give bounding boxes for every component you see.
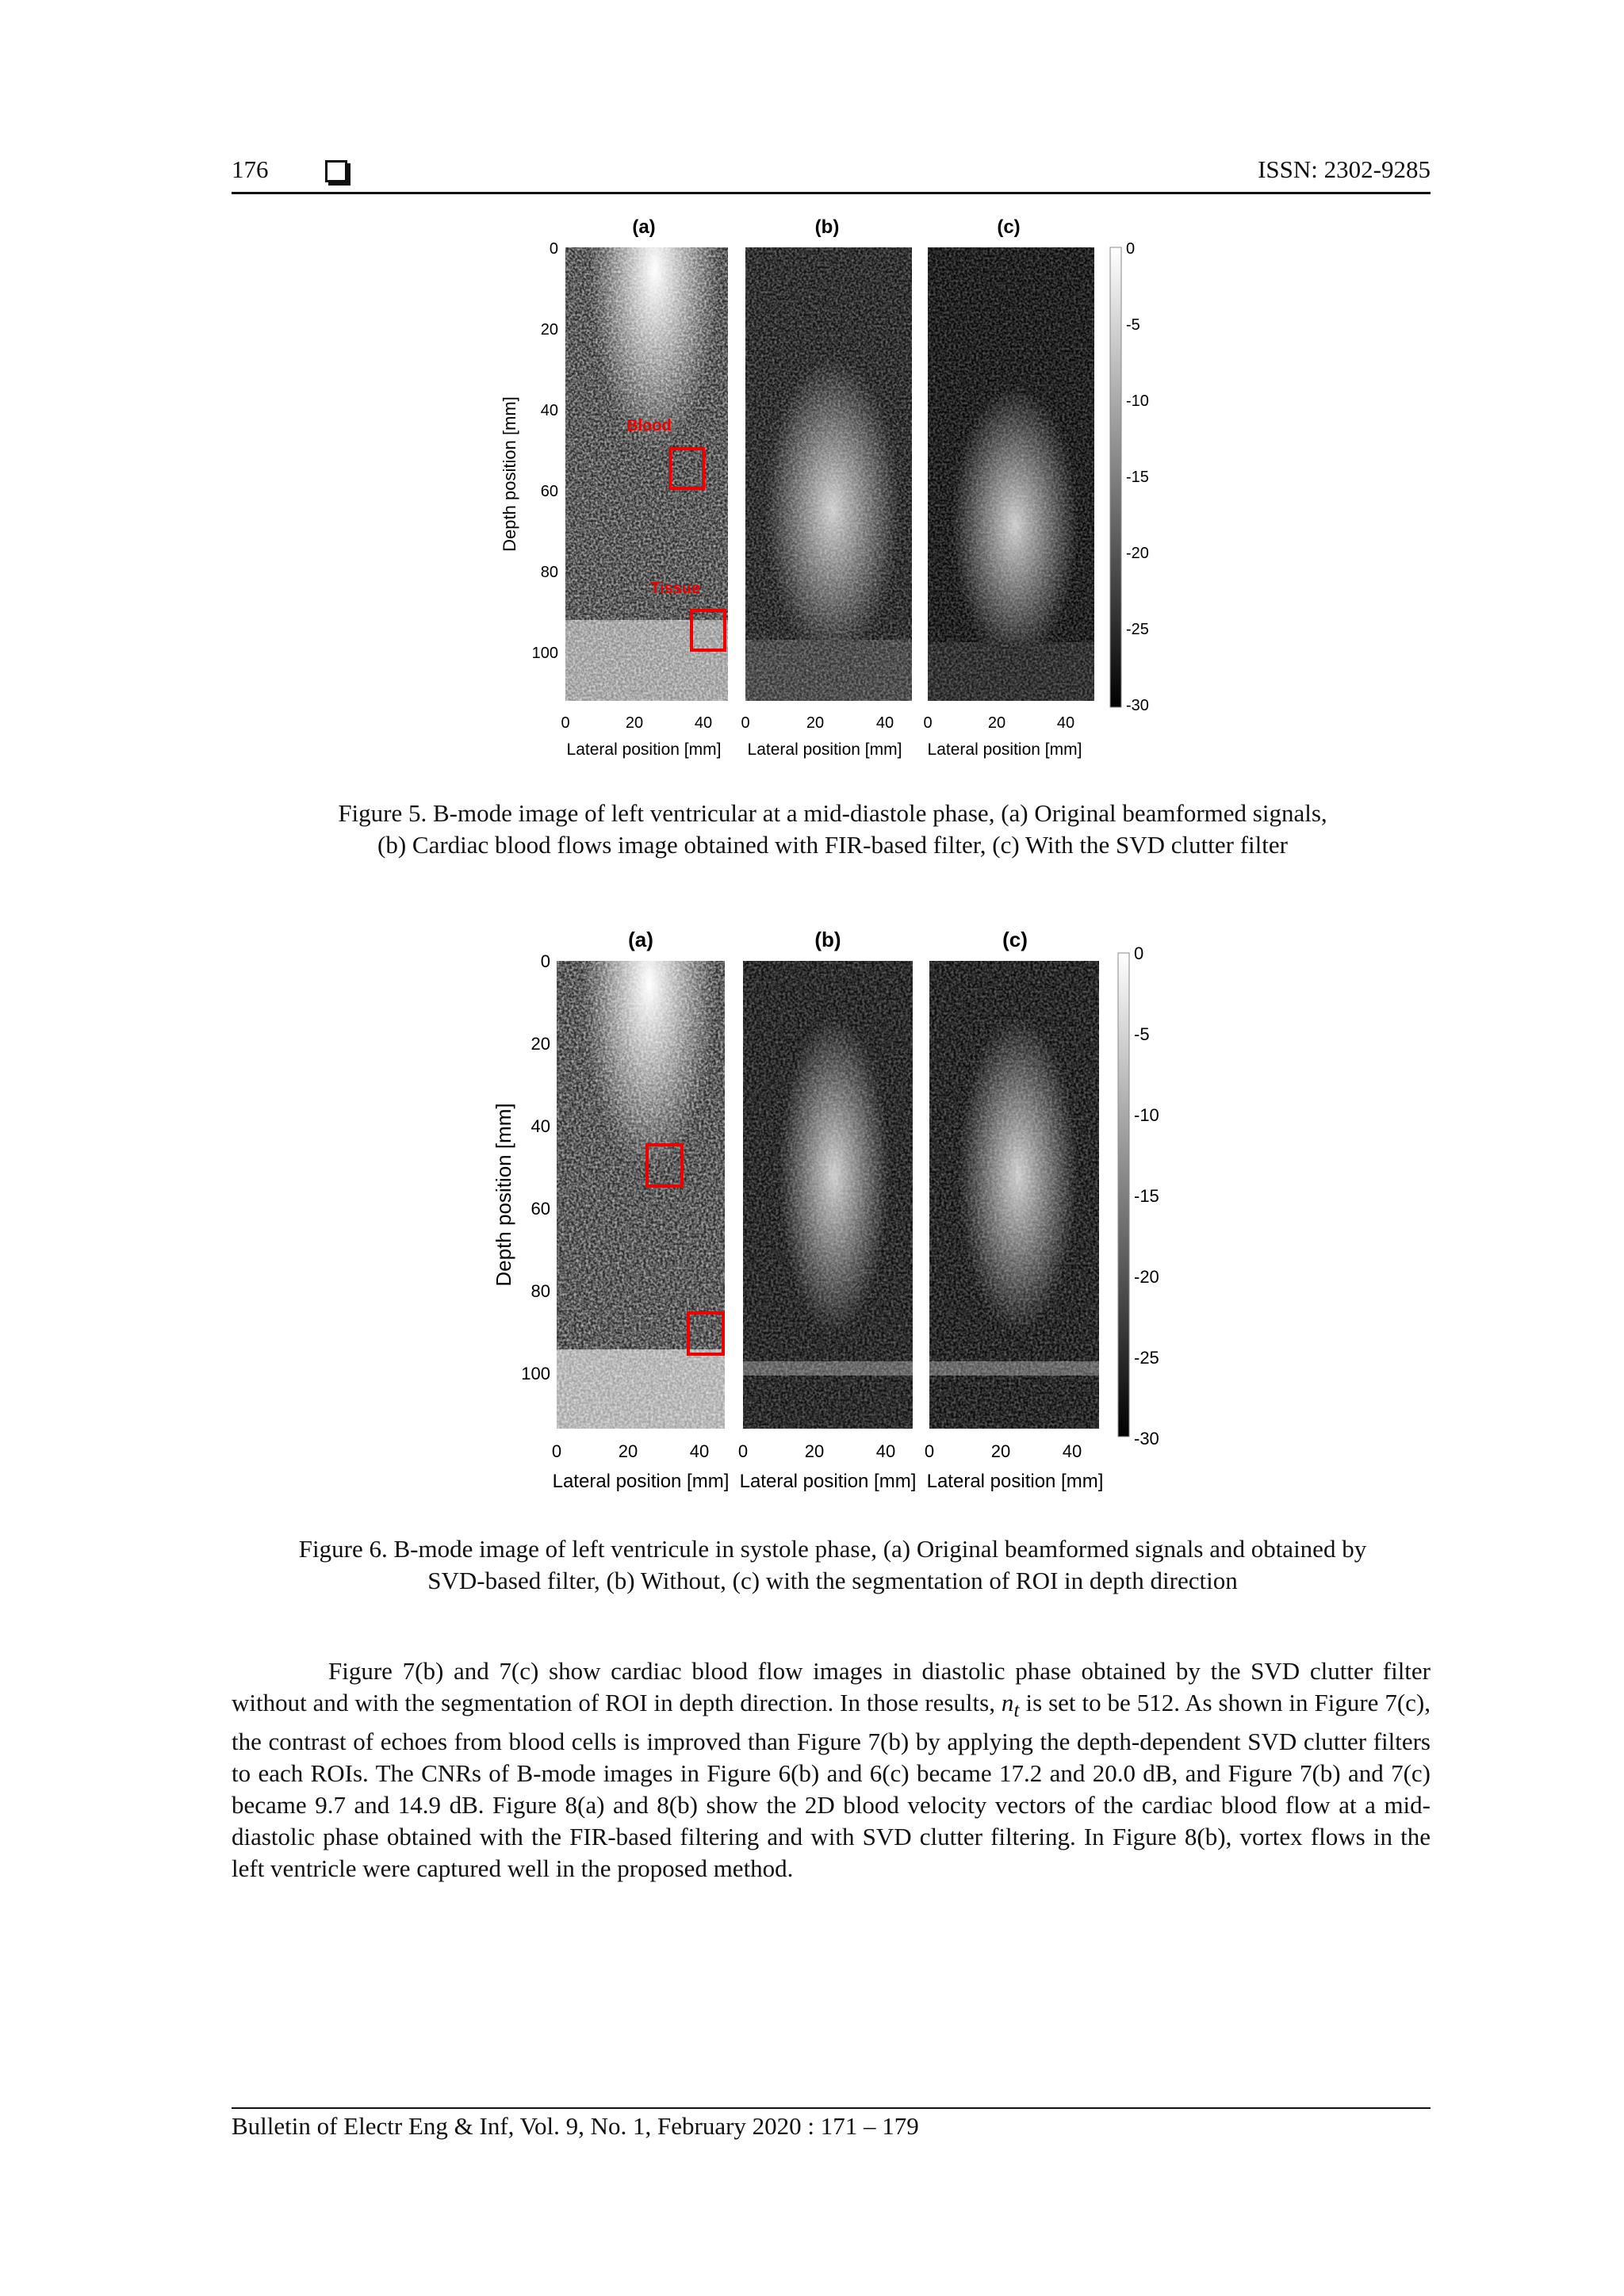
issn: ISSN: 2302-9285: [1258, 155, 1431, 183]
y-ticks: [532, 240, 558, 662]
colorbar-tick: 0: [1134, 943, 1144, 963]
x-axis-label-b: Lateral position [mm]: [739, 1471, 917, 1492]
colorbar-tick: -25: [1126, 621, 1149, 638]
y-tick: 20: [530, 1034, 550, 1054]
y-tick: 60: [530, 1199, 550, 1219]
footer-citation: Bulletin of Electr Eng & Inf, Vol. 9, No. 1, February 2020 : 171 – 179: [232, 2112, 919, 2140]
header-rule: [232, 192, 1431, 194]
panel-label-a: (a): [628, 928, 653, 951]
caption-line: Figure 5. B-mode image of left ventricular at a mid-diastole phase, (a) Original beamformed signals,: [338, 799, 1327, 827]
colorbar-tick: -20: [1126, 545, 1149, 562]
y-tick: 100: [521, 1364, 550, 1383]
x-tick: 40: [875, 714, 894, 732]
x-tick: 40: [875, 1441, 896, 1461]
x-axis-label-b: Lateral position [mm]: [747, 740, 902, 759]
x-axis-label-c: Lateral position [mm]: [926, 1471, 1104, 1492]
colorbar: [1110, 247, 1121, 707]
x-tick: 0: [561, 714, 570, 732]
caption-line: (b) Cardiac blood flows image obtained with FIR-based filter, (c) With the SVD clutter filter: [377, 831, 1288, 859]
x-axis-label-c: Lateral position [mm]: [927, 740, 1082, 759]
colorbar: [1118, 953, 1129, 1437]
roi-label-tissue: Tissue: [650, 580, 700, 597]
x-tick: 20: [990, 1441, 1011, 1461]
page-number: 176: [232, 155, 269, 183]
y-tick: 40: [530, 1116, 550, 1136]
x-tick: 20: [625, 714, 644, 732]
body-paragraph: [232, 1655, 1431, 1885]
colorbar-tick: -20: [1134, 1267, 1159, 1287]
y-tick: 100: [531, 645, 558, 662]
colorbar-tick: -25: [1134, 1348, 1159, 1368]
x-axis-labels: [553, 1471, 1104, 1492]
paragraph-text-1: Figure 7(b) and 7(c) show cardiac blood flow images in diastolic phase obtained by the SVD clutter filter without and with the segmentation of ROI in depth direction. In those results,: [232, 1657, 1431, 1716]
colorbar-tick: -5: [1126, 316, 1140, 334]
y-ticks: [521, 951, 550, 1383]
y-tick: 0: [540, 951, 550, 971]
colorbar-tick: -10: [1126, 392, 1149, 410]
x-tick: 0: [924, 1441, 935, 1461]
x-ticks: [552, 1441, 1082, 1461]
x-tick: 20: [804, 1441, 825, 1461]
colorbar-tick: -30: [1134, 1429, 1159, 1448]
bmode-image-b: [745, 247, 912, 701]
figure-6: [485, 921, 1159, 1500]
y-tick: 20: [540, 321, 558, 339]
y-axis-label: Depth position [mm]: [492, 1103, 515, 1287]
panel-label-b: (b): [814, 928, 841, 951]
bmode-image-c: [929, 961, 1099, 1429]
x-tick: 20: [987, 714, 1006, 732]
panel-label-a: (a): [632, 216, 656, 238]
x-tick: 0: [923, 714, 933, 732]
x-tick: 0: [551, 1441, 562, 1461]
colorbar-tick: -15: [1134, 1186, 1159, 1206]
y-tick: 40: [540, 402, 558, 419]
colorbar-tick: -10: [1134, 1105, 1159, 1125]
paragraph: [232, 1655, 1431, 1885]
panel-label-b: (b): [814, 216, 840, 238]
y-tick: 60: [540, 483, 558, 500]
square-bullet-icon: [325, 160, 347, 182]
x-tick: 20: [806, 714, 825, 732]
x-tick: 40: [1062, 1441, 1082, 1461]
y-tick: 0: [549, 240, 558, 258]
colorbar-ticks: [1134, 943, 1159, 1448]
panel-label-c: (c): [997, 216, 1021, 238]
roi-label-blood: Blood: [626, 417, 672, 434]
y-axis-label: Depth position [mm]: [500, 396, 519, 552]
x-axis-label-a: Lateral position [mm]: [566, 740, 722, 759]
figure-6-caption: [206, 1533, 1459, 1597]
paragraph-text-2: is set to be 512. As shown in Figure 7(c), the contrast of echoes from blood cells is improved than Figure 7(b) by applying the depth-dependent SVD clutter filters to each ROIs. The CNRs of B-mode images in Figure 6(b) and 6(c) became 17.2 and 20.0 dB, and Figure 7(b) and 7(c) became 9.7 and 14.9 dB. Figure 8(a) and 8(b) show the 2D blood velocity vectors of the cardiac blood flow at a mid-diastolic phase obtained with the FIR-based filtering and with SVD clutter filtering. In Figure 8(b), vortex flows in the left ventricle were captured well in the proposed method.: [232, 1689, 1431, 1883]
math-n: n: [1001, 1689, 1014, 1716]
x-tick: 20: [618, 1441, 638, 1461]
math-subscript-t: t: [1013, 1698, 1020, 1722]
colorbar-tick: -30: [1126, 697, 1149, 714]
bmode-image-a: [557, 961, 725, 1429]
y-tick: 80: [540, 564, 558, 581]
x-axis-labels: [567, 740, 1082, 759]
x-tick: 40: [694, 714, 713, 732]
x-tick: 0: [737, 1441, 749, 1461]
panel-label-c: (c): [1002, 928, 1028, 951]
footer-rule: [232, 2107, 1431, 2109]
colorbar-ticks: [1126, 240, 1149, 714]
caption-line: Figure 6. B-mode image of left ventricule in systole phase, (a) Original beamformed signals and obtained by: [298, 1535, 1367, 1563]
caption-line: SVD-based filter, (b) Without, (c) with the segmentation of ROI in depth direction: [427, 1567, 1238, 1594]
figure-5: [492, 208, 1158, 771]
bmode-image-c: [928, 247, 1094, 701]
figure-5-caption: [206, 798, 1459, 861]
x-tick: 0: [741, 714, 750, 732]
bmode-image-b: [743, 961, 913, 1429]
colorbar-tick: 0: [1126, 240, 1136, 258]
x-axis-label-a: Lateral position [mm]: [552, 1471, 730, 1492]
colorbar-tick: -15: [1126, 469, 1149, 486]
x-ticks: [561, 714, 1074, 732]
y-tick: 80: [530, 1281, 550, 1301]
x-tick: 40: [1056, 714, 1075, 732]
colorbar-tick: -5: [1134, 1024, 1150, 1044]
x-tick: 40: [689, 1441, 710, 1461]
